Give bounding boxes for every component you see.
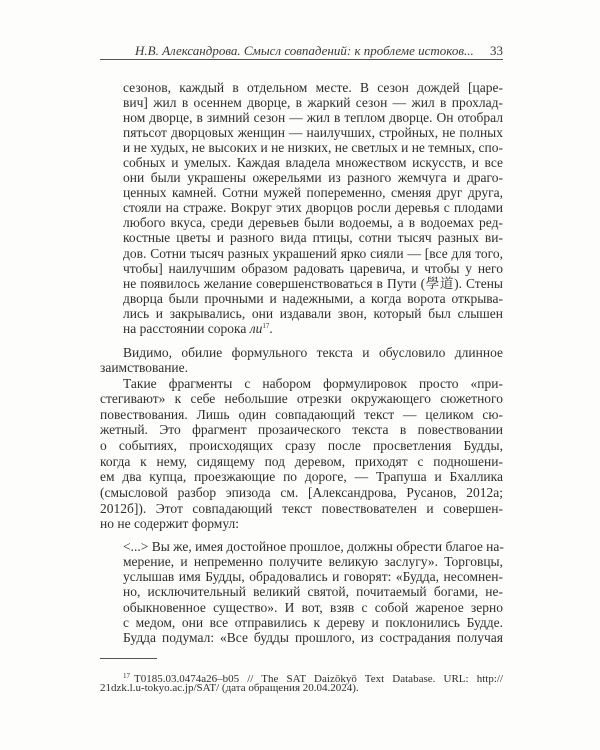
text-fragment: на расстоянии сорока — [123, 321, 250, 336]
running-header — [100, 43, 503, 60]
text-line: обыкновенное существо». И вот, взяв с собой жареное зерно — [123, 599, 503, 615]
page-number: 33 — [490, 43, 503, 58]
text-fragment: . — [269, 321, 273, 336]
text-line: вич] жил в осеннем дворце, в жаркий сезон — жил в прохлад- — [123, 94, 503, 110]
block-quote-merchants — [123, 539, 503, 646]
text-line: когда к нему, сидящему под деревом, приходят с подношени- — [100, 453, 503, 469]
text-line: не появилось желание совершенствоваться в Пути (學道). Стены — [123, 275, 503, 291]
text-line: и не худых, не высоких и не низких, не светлых и не темных, спо- — [123, 139, 503, 155]
text-line: сезонов, каждый в отдельном месте. В сезон дождей [царе- — [123, 79, 503, 95]
text-line: они были украшены ожерельями из разного жемчуга и драго- — [123, 170, 503, 186]
text-line: Будда подумал: «Все будды прошлого, из сострадания получая — [123, 630, 503, 646]
text-line: ем два купца, проезжающие по дороге, — Трапуша и Бхаллика — [100, 469, 503, 485]
text-line: чтобы] наилучшим образом радовать царевича, и чтобы у него — [123, 260, 503, 276]
text-line: ном дворце, в зимний сезон — жил в теплом дворце. Он отобрал — [123, 109, 503, 125]
text-line: <...> Вы же, имея достойное прошлое, должны обрести благое на- — [123, 538, 504, 554]
footnote-line — [100, 670, 503, 685]
text-line: стояли на страже. Вокруг этих дворцов росли деревья с плодами — [123, 200, 503, 216]
text-line: пятьсот дворцовых женщин — наилучших, стройных, не полных — [123, 124, 503, 140]
text-line: с медом, они все отправились к дереву и поклонились Будде. — [123, 614, 503, 630]
text-line: лись и закрывались, они издавали звон, который был слышен — [123, 305, 503, 321]
text-line: мерение, и непременно получите великую заслугу». Торговцы, — [123, 553, 503, 569]
text-line: о событиях, происходящих сразу после просветления Будды, — [100, 438, 503, 454]
text-line: собных и умелых. Каждая владела множеством искусств, и все — [123, 154, 503, 170]
footnote-line: 21dzk.l.u-tokyo.ac.jp/SAT/ (дата обращения 20.04.2024). — [100, 682, 359, 694]
text-line: заимствование. — [100, 360, 189, 375]
text-line: дворца были прочными и надежными, а когда ворота открыва- — [123, 290, 503, 306]
text-line: костные цветы и разного вида птицы, сотни тысяч разных ви- — [123, 230, 503, 246]
running-title: Н.В. Александрова. Смысл совпадений: к проблеме истоков... — [135, 43, 474, 58]
text-line: ценных камней. Сотни мужей попеременно, сменяя друг друга, — [123, 185, 503, 201]
paragraph-fragments — [100, 376, 503, 532]
text-line: дов. Сотни тысяч разных украшений ярко сияли — [все для того, — [123, 245, 503, 261]
text-line: любого вкуса, среди деревьев были водоемы, а в водоемах ред- — [123, 215, 503, 231]
footnote-divider — [100, 658, 157, 659]
text-line: стегивают» к себе небольшие отрезки окружающего сюжетного — [100, 391, 503, 407]
text-line: Такие фрагменты с набором формулировок просто «при- — [123, 375, 503, 391]
footnote-text: T0185.03.0474a26–b05 // The SAT Daizōkyō Text Database. URL: http:// — [134, 673, 503, 685]
text-line: (смысловой разбор эпизода см. [Александрова, Русанов, 2012а; — [100, 484, 503, 500]
text-line: но не содержит формул: — [100, 516, 239, 532]
footnote-ref: 17 — [262, 322, 270, 330]
footnote-17 — [100, 670, 503, 694]
text-line: 2012б]). Этот совпадающий текст повествователен и совершен- — [100, 500, 503, 516]
block-quote-palace — [123, 80, 503, 337]
text-line: Видимо, обилие формульного текста и обусловило длинное — [123, 344, 503, 360]
text-line: повествования. Лишь один совпадающий текст — целиком сю- — [100, 406, 503, 422]
text-line — [123, 321, 503, 336]
text-line: услышав имя Будды, обрадовались и говорят: «Будда, несомнен- — [123, 569, 503, 585]
italic-term: ли — [249, 321, 263, 336]
paragraph-formulaic — [100, 345, 503, 376]
footnote-number: 17 — [123, 672, 130, 680]
text-line: но, исключительный великий святой, почитаемый богами, не- — [123, 584, 503, 600]
text-line: жетный. Это фрагмент прозаического текста в повествовании — [100, 422, 503, 438]
